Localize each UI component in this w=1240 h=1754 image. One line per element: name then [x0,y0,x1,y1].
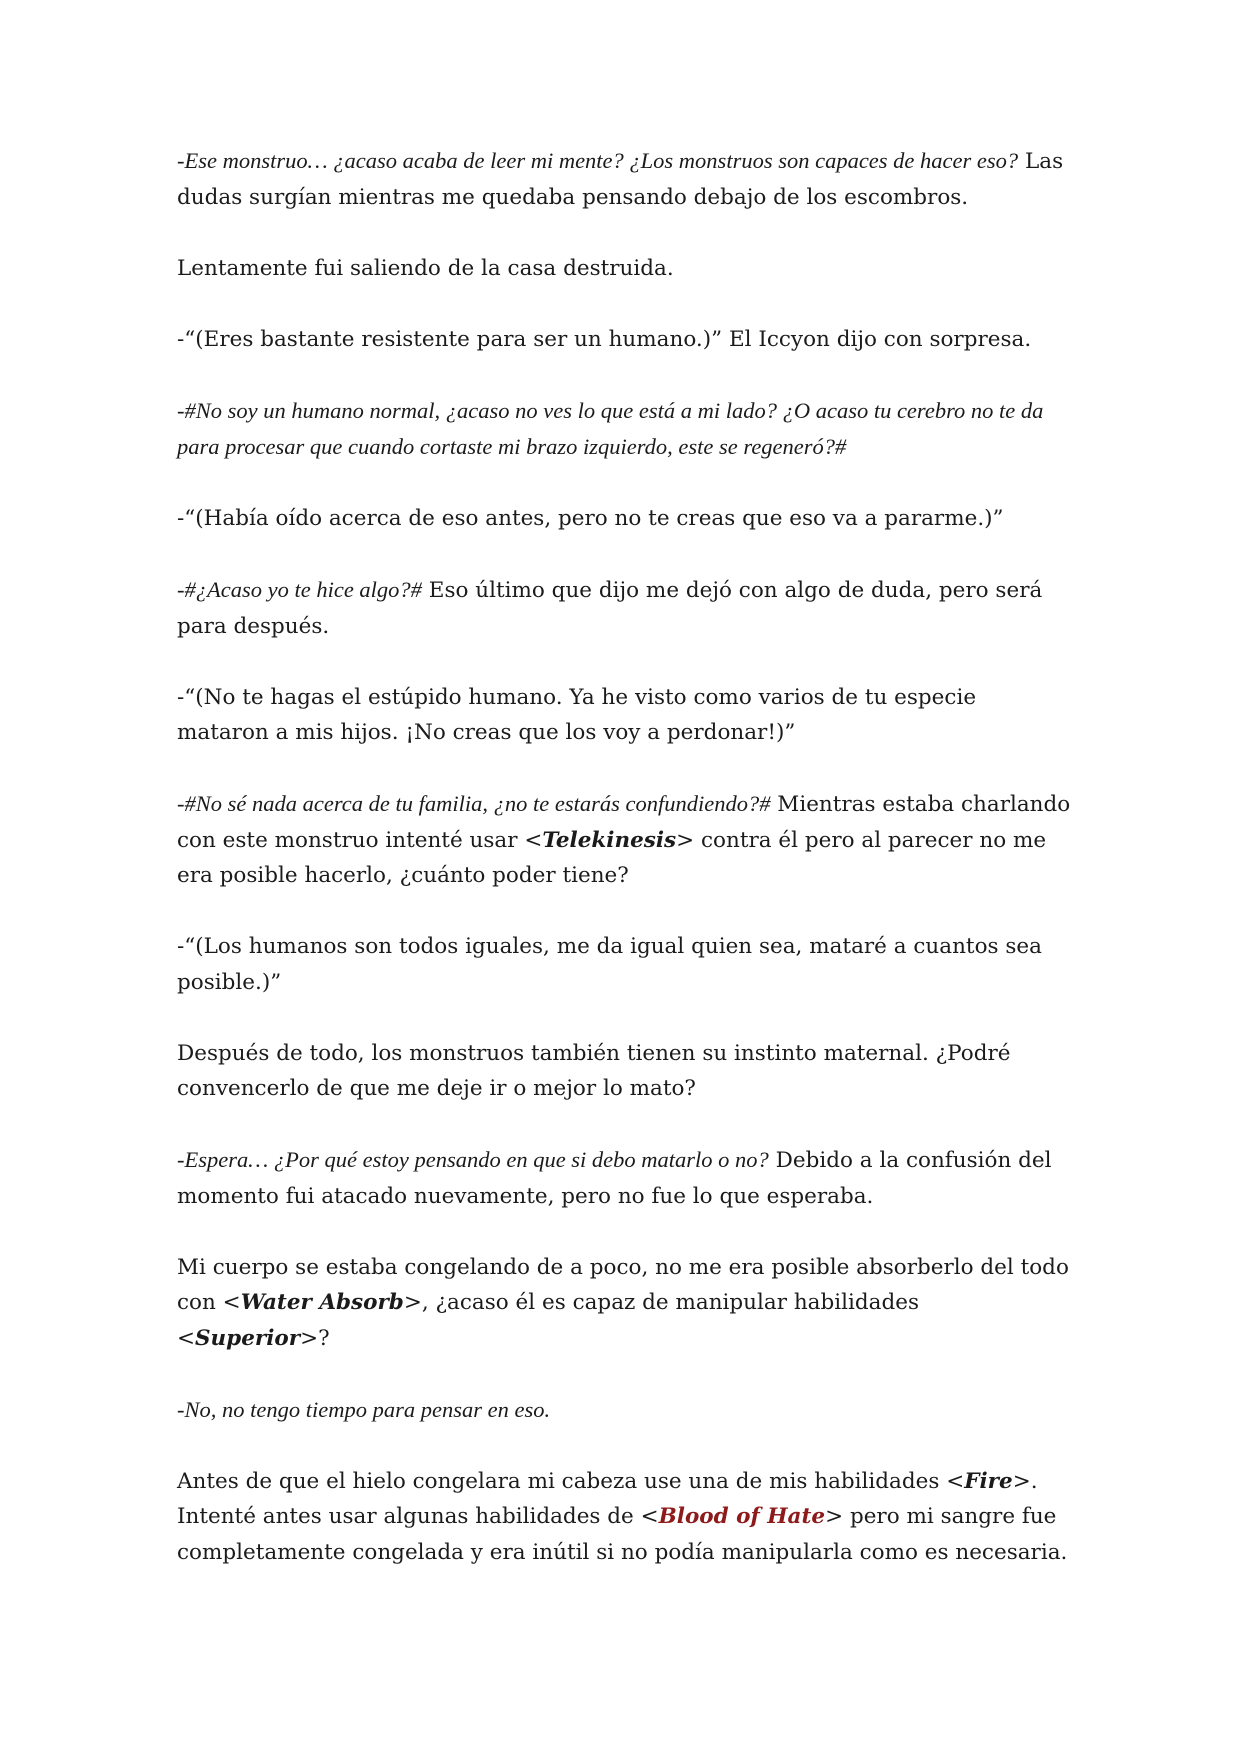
paragraph-5 [177,501,1072,537]
paragraph-2 [177,251,1072,287]
paragraph-10 [177,1036,1072,1107]
text-segment: >. Intenté antes usar algunas habilidades de < [177,1468,1038,1529]
paragraph-6 [177,572,1072,644]
text-segment: Mientras estaba charlando con este monstruo intenté usar < [177,792,1071,853]
text-segment: -“(Eres bastante resistente para ser un humano.)” El Iccyon dijo con sorpresa. [177,326,1032,352]
text-segment: Después de todo, los monstruos también tienen su instinto maternal. ¿Podré convencerlo de que me deje ir o mejor lo mato? [177,1040,1011,1101]
paragraph-13 [177,1392,1072,1429]
paragraph-12 [177,1250,1072,1357]
text-segment: >? [300,1325,330,1351]
thought-text: -#No soy un humano normal, ¿acaso no ves lo que está a mi lado? ¿O acaso tu cerebro no te da para procesar que cuando cortaste mi brazo izquierdo, este se regeneró?# [177,397,1044,459]
paragraph-3 [177,322,1072,358]
text-segment: > pero mi sangre fue completamente congelada y era inútil si no podía manipularla como es necesaria. [177,1504,1068,1565]
paragraph-11 [177,1142,1072,1214]
text-segment: Mi cuerpo se estaba congelando de a poco, no me era posible absorberlo del todo con < [177,1254,1069,1315]
text-segment: Las dudas surgían mientras me quedaba pensando debajo de los escombros. [177,149,1064,210]
paragraph-9 [177,929,1072,1000]
text-segment: Antes de que el hielo congelara mi cabeza use una de mis habilidades < [177,1468,965,1494]
skill-name-highlight: Blood of Hate [658,1504,826,1529]
text-segment: -“(Los humanos son todos iguales, me da igual quien sea, mataré a cuantos sea posible.)” [177,934,1042,995]
thought-text: -#¿Acaso yo te hice algo?# [177,577,422,602]
skill-name: Superior [195,1325,301,1351]
skill-name: Telekinesis [542,827,677,853]
paragraph-8 [177,786,1072,894]
document-page [177,143,1072,1606]
text-segment: -“(No te hagas el estúpido humano. Ya he visto como varios de tu especie mataron a mis hijos. ¡No creas que los voy a perdonar!)” [177,684,977,745]
thought-text: -#No sé nada acerca de tu familia, ¿no te estarás confundiendo?# [177,791,771,816]
thought-text: -No, no tengo tiempo para pensar en eso. [177,1396,551,1422]
skill-name: Water Absorb [240,1290,404,1315]
text-segment: -“(Había oído acerca de eso antes, pero no te creas que eso va a pararme.)” [177,506,1004,531]
thought-text: -Espera… ¿Por qué estoy pensando en que si debo matarlo o no? [177,1147,769,1172]
text-segment: > contra él pero al parecer no me era posible hacerlo, ¿cuánto poder tiene? [177,827,1047,888]
thought-text: -Ese monstruo… ¿acaso acaba de leer mi mente? ¿Los monstruos son capaces de hacer eso? [177,148,1019,173]
text-segment: Debido a la confusión del momento fui atacado nuevamente, pero no fue lo que esperaba. [177,1148,1052,1209]
text-segment: Lentamente fui saliendo de la casa destruida. [177,255,674,281]
paragraph-1 [177,143,1072,215]
paragraph-7 [177,680,1072,751]
text-segment: >, ¿acaso él es capaz de manipular habilidades < [177,1290,919,1351]
text-segment: Eso último que dijo me dejó con algo de duda, pero será para después. [177,578,1043,639]
skill-name: Fire [964,1468,1013,1494]
paragraph-4 [177,393,1072,466]
paragraph-14 [177,1464,1072,1571]
